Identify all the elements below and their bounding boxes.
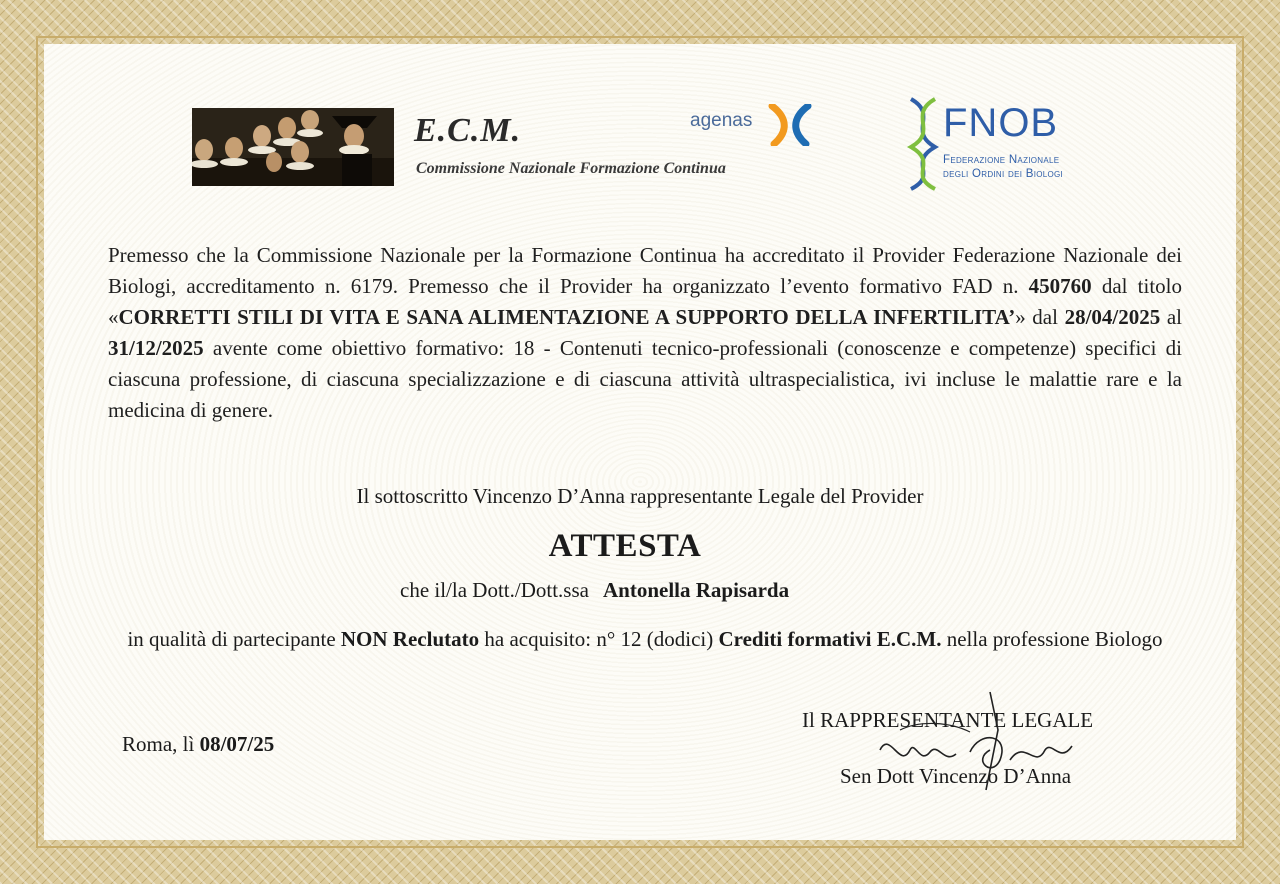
intro-text-3: » dal [1015,305,1065,329]
intro-text-1: Premesso che la Commissione Nazionale per la Formazione Continua ha accreditato il Provider Federazione Nazionale dei Biologi, accreditamento n. 6179. Premesso che il Provider ha organizzato l’evento formativo FAD n. [108,243,1182,298]
agenas-mark-icon [768,104,812,146]
ecm-subtitle: Commissione Nazionale Formazione Continua [416,160,726,177]
credits-text-2: ha acquisito: n° 12 (dodici) [479,627,719,651]
intro-text-5: avente come obiettivo formativo: 18 - Contenuti tecnico-professionali (conoscenze e competenze) specifici di ciascuna professione, di ciascuna specializzazione e di ciascuna attività ultraspecialistica, ivi incluse le malattie rare e la medicina di genere. [108,336,1182,422]
intro-text-4: al [1160,305,1182,329]
agenas-logo [690,100,820,150]
fnob-subtitle [943,153,1063,181]
ecm-title: E.C.M. [414,112,522,149]
fnob-logo [905,95,1115,195]
credits-label: Crediti formativi E.C.M. [718,627,942,651]
credits-text-1: in qualità di partecipante [127,627,341,651]
recipient-prefix: che il/la Dott./Dott.ssa [400,578,589,602]
intro-text-2: dal titolo « [108,274,1182,329]
fnob-title: FNOB [943,101,1059,145]
credits-text-3: nella professione Biologo [941,627,1163,651]
date-value: 08/07/25 [199,732,275,756]
painting-image [192,108,394,186]
signer-line: Il sottoscritto Vincenzo D’Anna rappresentante Legale del Provider [356,484,924,508]
event-number: 450760 [1028,274,1092,298]
issue-date [122,732,274,757]
attesta-heading: ATTESTA [548,528,702,564]
event-date-from: 28/04/2025 [1064,305,1161,329]
event-title: CORRETTI STILI DI VITA E SANA ALIMENTAZIONE A SUPPORTO DELLA INFERTILITA’ [118,305,1016,329]
representative-title: Il RAPPRESENTANTE LEGALE [802,708,1094,732]
fnob-subtitle-line-2: degli Ordini dei Biologi [943,168,1064,180]
credits-paragraph [110,624,1180,655]
agenas-text: agenas [690,110,753,131]
intro-paragraph [108,240,1182,426]
fnob-subtitle-line-1: Federazione Nazionale [943,154,1060,166]
recipient-name: Antonella Rapisarda [602,578,790,602]
dna-helix-icon [905,95,941,191]
event-date-to: 31/12/2025 [108,336,204,360]
date-prefix: Roma, lì [122,732,200,756]
representative-name: Sen Dott Vincenzo D’Anna [840,764,1072,788]
participant-status: NON Reclutato [340,627,480,651]
recipient-line [400,578,789,603]
